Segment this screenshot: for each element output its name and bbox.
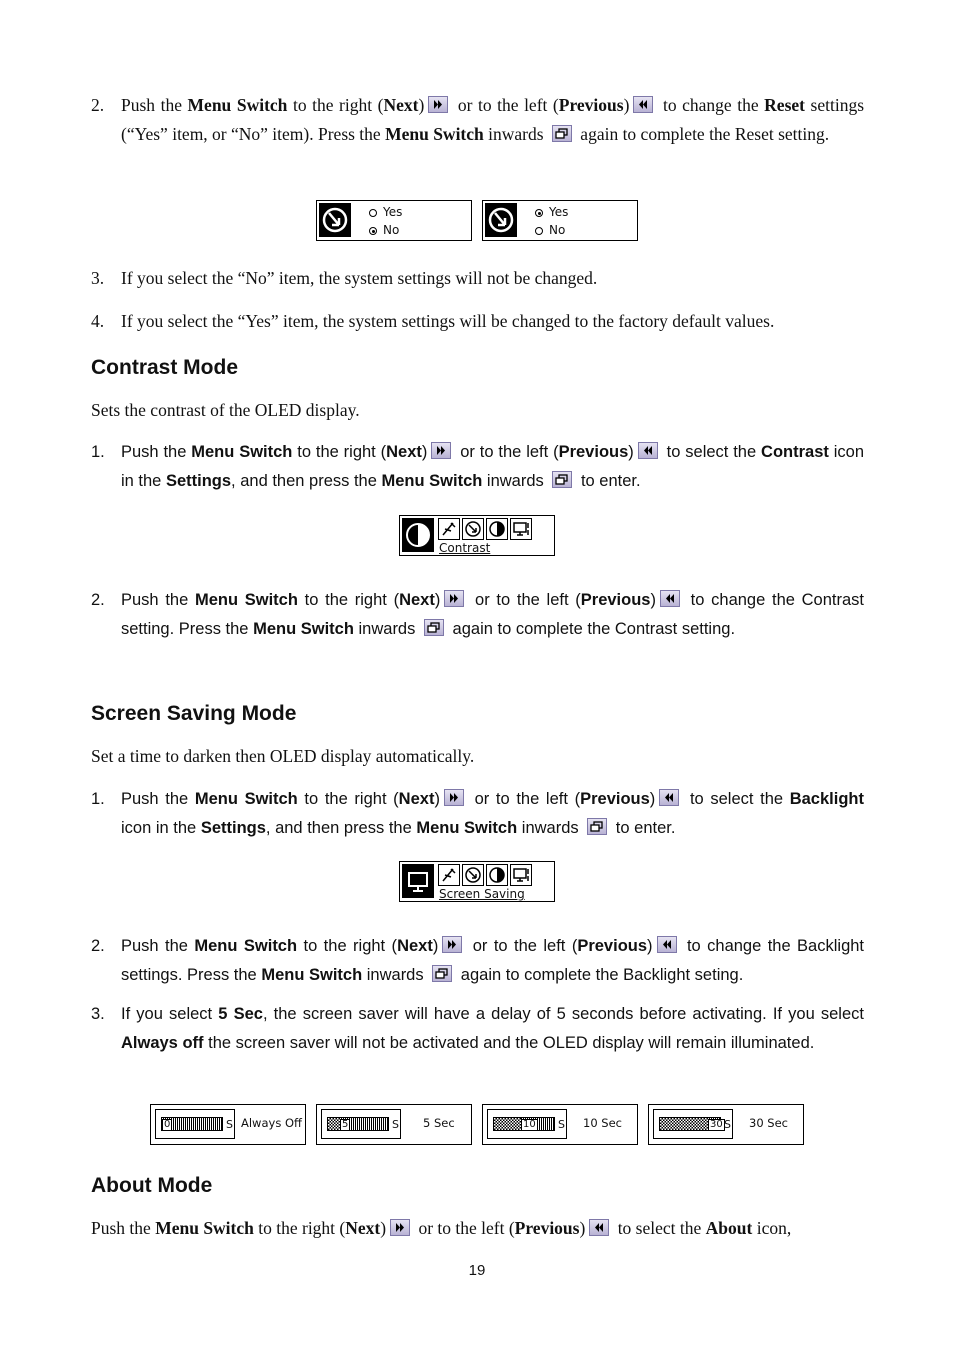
backlight-level-bar (493, 1117, 555, 1131)
reset-step-4: 4. If you select the “Yes” item, the system settings will be changed to the factory default values. (91, 311, 775, 331)
equalizer-icon (438, 518, 460, 540)
backlight-label: Always Off (241, 1116, 302, 1130)
next-arrow-icon (444, 590, 464, 607)
contrast-icon (486, 864, 508, 886)
backlight-level-bar (659, 1117, 721, 1131)
reset-icon (485, 203, 517, 237)
next-arrow-icon (431, 442, 451, 459)
backlight-value: 5 (342, 1119, 349, 1130)
reset-screen-no (316, 200, 472, 241)
settings-icon-row (438, 518, 532, 540)
radio-yes: Yes (535, 203, 568, 221)
step-number: 2. (91, 95, 105, 115)
backlight-label: 5 Sec (423, 1116, 455, 1130)
next-arrow-icon (390, 1219, 410, 1236)
contrast-icon (402, 518, 434, 552)
settings-icon-row (438, 864, 532, 886)
contrast-icon (486, 518, 508, 540)
menu-label: Screen Saving (439, 887, 525, 901)
radio-yes: Yes (369, 203, 402, 221)
previous-arrow-icon (657, 936, 677, 953)
backlight-value: 30 (710, 1119, 723, 1130)
previous-arrow-icon (660, 590, 680, 607)
enter-icon (424, 619, 444, 636)
next-arrow-icon (442, 936, 462, 953)
seconds-unit: S (724, 1118, 731, 1131)
backlight-level-bar (327, 1117, 389, 1131)
reset-icon (462, 518, 484, 540)
reset-icon (319, 203, 351, 237)
reset-screen-yes (482, 200, 638, 241)
seconds-unit: S (392, 1118, 399, 1131)
backlight-screen (316, 1104, 472, 1145)
screen-saving-step-1: 1. Push the Menu Switch to the right (Next) or to the left (Previous) to select the Backlight icon in the Settings, and then press the Menu Switch inwards to enter. (91, 790, 864, 837)
seconds-unit: S (226, 1118, 233, 1131)
about-heading: About Mode (91, 1174, 213, 1197)
backlight-label: 10 Sec (583, 1116, 622, 1130)
contrast-menu-screen (399, 515, 555, 556)
enter-icon (432, 965, 452, 982)
backlight-screen (150, 1104, 306, 1145)
enter-icon (552, 125, 572, 142)
backlight-screen (648, 1104, 804, 1145)
backlight-level-bar (161, 1117, 223, 1131)
previous-arrow-icon (638, 442, 658, 459)
menu-label: Contrast (439, 541, 491, 555)
screen-saving-intro: Set a time to darken then OLED display automatically. (91, 746, 475, 766)
backlight-value: 0 (164, 1119, 171, 1130)
page-number: 19 (468, 1262, 486, 1279)
contrast-step-1: 1. Push the Menu Switch to the right (Next) or to the left (Previous) to select the Contrast icon in the Settings, and then press the Menu Switch inwards to enter. (91, 443, 865, 490)
screen-saving-step-3: 3. If you select 5 Sec, the screen saver will have a delay of 5 seconds before activating. If you select Always off the screen saver will not be activated and the OLED display will remain illuminated. (91, 1005, 864, 1052)
backlight-label: 30 Sec (749, 1116, 788, 1130)
next-arrow-icon (428, 96, 448, 113)
contrast-heading: Contrast Mode (91, 356, 238, 379)
screen-saving-step-2: 2. Push the Menu Switch to the right (Next) or to the left (Previous) to change the Backlight settings. Press the Menu Switch inwards again to complete the Backlight seting. (91, 937, 865, 984)
next-arrow-icon (444, 789, 464, 806)
previous-arrow-icon (633, 96, 653, 113)
previous-arrow-icon (589, 1219, 609, 1236)
backlight-value: 10 (523, 1119, 536, 1130)
equalizer-icon (438, 864, 460, 886)
about-text: Push the Menu Switch to the right (Next) or to the left (Previous) to select the About icon, (91, 1218, 792, 1238)
contrast-step-2: 2. Push the Menu Switch to the right (Next) or to the left (Previous) to change the Contrast setting. Press the Menu Switch inwards again to complete the Contrast setting. (91, 591, 864, 638)
monitor-icon (402, 864, 434, 898)
previous-arrow-icon (659, 789, 679, 806)
screen-saving-menu-screen (399, 861, 555, 902)
reset-icon (462, 864, 484, 886)
backlight-screen (482, 1104, 638, 1145)
monitor-icon (510, 518, 532, 540)
monitor-icon (510, 864, 532, 886)
reset-step-2: 2. Push the Menu Switch to the right (Next) or to the left (Previous) to change the Reset settings (“Yes” item, or “No” item). Press the Menu Switch inwards again to complete the Reset setting. (91, 91, 864, 149)
seconds-unit: S (558, 1118, 565, 1131)
contrast-intro: Sets the contrast of the OLED display. (91, 400, 360, 420)
radio-no: No (369, 221, 399, 239)
enter-icon (552, 471, 572, 488)
enter-icon (587, 818, 607, 835)
radio-no: No (535, 221, 565, 239)
screen-saving-heading: Screen Saving Mode (91, 702, 297, 725)
reset-step-3: 3. If you select the “No” item, the system settings will not be changed. (91, 268, 598, 288)
